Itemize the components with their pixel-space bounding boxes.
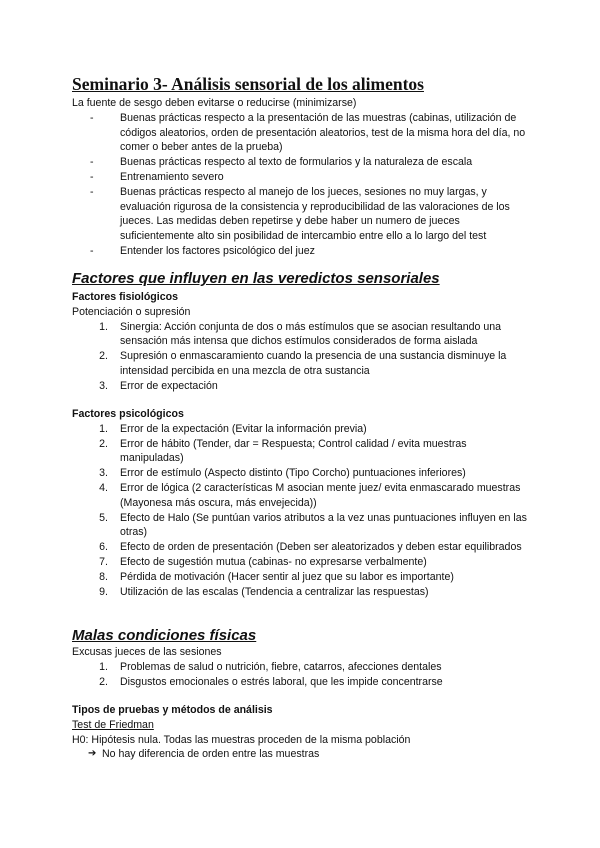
subsection-heading: Tipos de pruebas y métodos de análisis bbox=[72, 704, 273, 716]
list-number: 3. bbox=[99, 467, 108, 480]
intro-section bbox=[72, 96, 532, 259]
list-number: 8. bbox=[99, 570, 108, 583]
test-name: Test de Friedman bbox=[72, 718, 154, 731]
arrow-right-icon: ➔ bbox=[88, 748, 97, 760]
list-number: 9. bbox=[99, 585, 108, 598]
list-number: 1. bbox=[99, 660, 108, 673]
list-item: 2. Disgustos emocionales o estrés laboral, que les impide concentrarse bbox=[72, 675, 532, 690]
list-item: 1. Error de la expectación (Evitar la información previa) bbox=[72, 422, 532, 437]
list-item: 3. Error de expectación bbox=[72, 379, 532, 394]
list-number: 2. bbox=[99, 437, 108, 450]
list-item: 5. Efecto de Halo (Se puntúan varios atributos a la vez unas puntuaciones influyen en las otras) bbox=[72, 511, 532, 541]
list-item: 7. Efecto de sugestión mutua (cabinas- no expresarse verbalmente) bbox=[72, 555, 532, 570]
subsection-lead: Potenciación o supresión bbox=[72, 305, 191, 318]
factores-fisiologicos bbox=[72, 290, 532, 394]
intro-list bbox=[72, 111, 532, 259]
list-item: 3. Error de estímulo (Aspecto distinto (Tipo Corcho) puntuaciones inferiores) bbox=[72, 466, 532, 481]
numbered-list bbox=[72, 422, 532, 600]
subsection-heading: Factores fisiológicos bbox=[72, 291, 178, 303]
subsection-lead: Excusas jueces de las sesiones bbox=[72, 646, 222, 658]
list-item: - Buenas prácticas respecto al manejo de los jueces, sesiones no muy largas, y evaluación rigurosa de la consistencia y reproducibilidad de las valoraciones de los jueces. Las medidas deben repetirse y debe haber un numero de jueces suficientemente alto sin posibilidad de intercambio entre ello a lo largo del test bbox=[72, 185, 532, 244]
section-heading-factores: Factores que influyen en las veredictos sensoriales bbox=[72, 270, 440, 287]
list-number: 1. bbox=[99, 422, 108, 435]
numbered-list bbox=[72, 660, 532, 690]
list-item: 8. Pérdida de motivación (Hacer sentir al juez que su labor es importante) bbox=[72, 570, 532, 585]
list-item: 2. Error de hábito (Tender, dar = Respuesta; Control calidad / evita muestras manipuladas) bbox=[72, 437, 532, 467]
list-item: 9. Utilización de las escalas (Tendencia a centralizar las respuestas) bbox=[72, 585, 532, 600]
tipos-pruebas bbox=[72, 703, 532, 762]
list-number: 2. bbox=[99, 350, 108, 363]
list-number: 3. bbox=[99, 379, 108, 392]
numbered-list bbox=[72, 320, 532, 394]
factores-psicologicos bbox=[72, 407, 532, 599]
list-number: 7. bbox=[99, 555, 108, 568]
list-item: - Buenas prácticas respecto a la presentación de las muestras (cabinas, utilización de códigos aleatorios, orden de presentación aleatorios, test de la misma hora del día, no comer o beber antes de la prueba) bbox=[72, 111, 532, 155]
section-heading-malas: Malas condiciones físicas bbox=[72, 627, 257, 644]
list-number: 6. bbox=[99, 541, 108, 554]
list-item: - Entender los factores psicológico del juez bbox=[72, 244, 532, 259]
list-number: 4. bbox=[99, 481, 108, 494]
page-title: Seminario 3- Análisis sensorial de los alimentos bbox=[72, 74, 424, 94]
subsection-heading: Factores psicológicos bbox=[72, 408, 184, 420]
list-item: 6. Efecto de orden de presentación (Deben ser aleatorizados y deben estar equilibrados bbox=[72, 540, 532, 555]
arrow-list-item: ➔ No hay diferencia de orden entre las muestras bbox=[88, 748, 320, 761]
list-item: - Buenas prácticas respecto al texto de formularios y la naturaleza de escala bbox=[72, 155, 532, 170]
intro-lead: La fuente de sesgo deben evitarse o reducirse (minimizarse) bbox=[72, 97, 357, 109]
list-item: 1. Problemas de salud o nutrición, fiebre, catarros, afecciones dentales bbox=[72, 660, 532, 675]
hypothesis-text: H0: Hipótesis nula. Todas las muestras proceden de la misma población bbox=[72, 733, 411, 746]
list-number: 1. bbox=[99, 320, 108, 333]
list-item: 2. Supresión o enmascaramiento cuando la presencia de una sustancia disminuye la intensidad percibida en una mezcla de otra sustancia bbox=[72, 349, 532, 379]
list-item: 1. Sinergia: Acción conjunta de dos o más estímulos que se asocian resultando una sensación más intensa que dichos estímulos considerados de forma aislada bbox=[72, 320, 532, 350]
list-item: 4. Error de lógica (2 características M asocian mente juez/ evita enmascarado muestras (Mayonesa más oscura, más envejecida)) bbox=[72, 481, 532, 511]
list-number: 2. bbox=[99, 675, 108, 688]
malas-condiciones bbox=[72, 645, 532, 689]
list-item: - Entrenamiento severo bbox=[72, 170, 532, 185]
list-number: 5. bbox=[99, 511, 108, 524]
